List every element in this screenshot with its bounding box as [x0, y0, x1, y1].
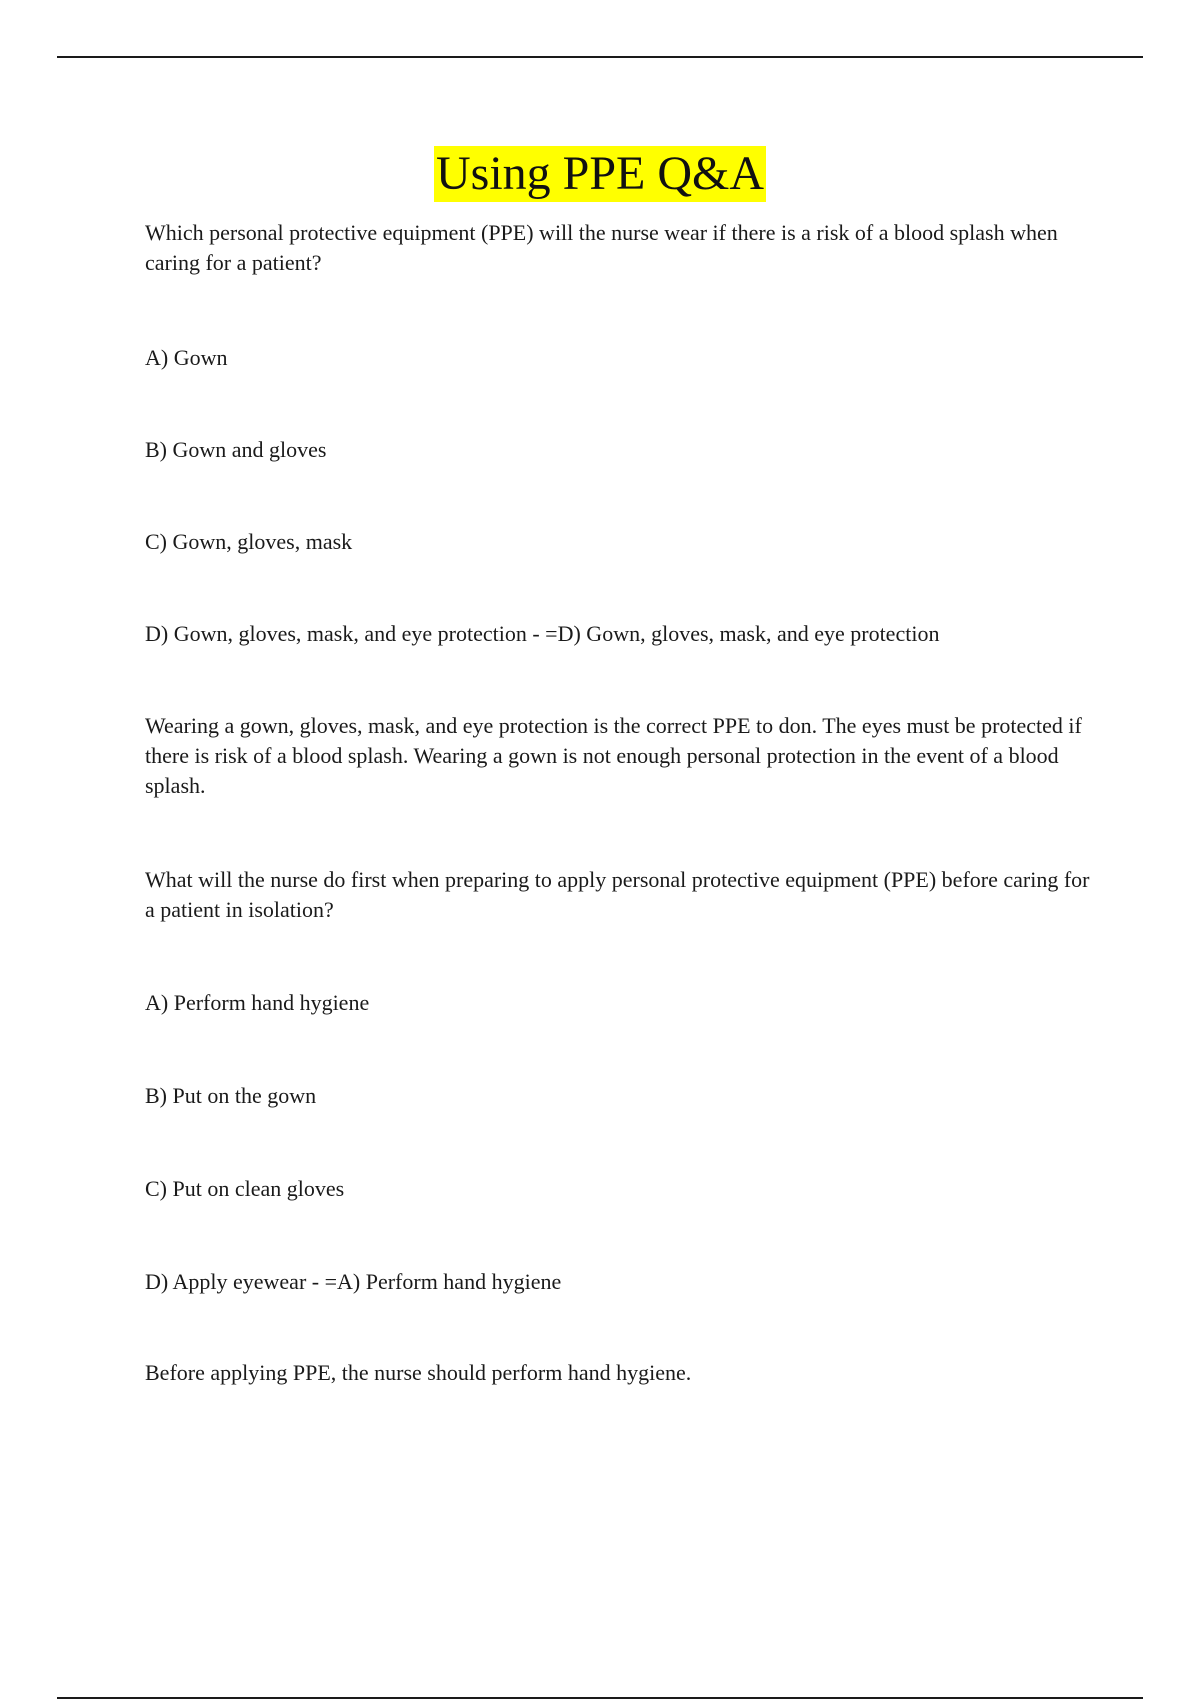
question-1-option-a: A) Gown — [145, 345, 228, 370]
question-1-option-d: D) Gown, gloves, mask, and eye protection - =D) Gown, gloves, mask, and eye protection — [145, 621, 940, 646]
question-2-prompt: What will the nurse do first when preparing to apply personal protective equipment (PPE) before caring for a patient in isolation? — [145, 867, 1090, 922]
question-1-prompt: Which personal protective equipment (PPE) will the nurse wear if there is a risk of a blood splash when caring for a patient? — [145, 220, 1058, 275]
title-container — [0, 146, 1200, 202]
question-1-option-c: C) Gown, gloves, mask — [145, 529, 353, 554]
document-title: Using PPE Q&A — [435, 147, 765, 200]
question-2-option-a: A) Perform hand hygiene — [145, 990, 370, 1015]
question-2-option-b: B) Put on the gown — [145, 1083, 317, 1108]
bottom-rule — [57, 1697, 1143, 1699]
top-rule — [57, 56, 1143, 58]
question-2-option-d: D) Apply eyewear - =A) Perform hand hygiene — [145, 1269, 562, 1294]
question-1-option-b: B) Gown and gloves — [145, 437, 327, 462]
question-2-rationale: Before applying PPE, the nurse should perform hand hygiene. — [145, 1360, 692, 1385]
question-2-option-c: C) Put on clean gloves — [145, 1176, 345, 1201]
question-1-rationale: Wearing a gown, gloves, mask, and eye protection is the correct PPE to don. The eyes must be protected if there is risk of a blood splash. Wearing a gown is not enough personal protection in the event of a blood splash. — [145, 713, 1082, 798]
